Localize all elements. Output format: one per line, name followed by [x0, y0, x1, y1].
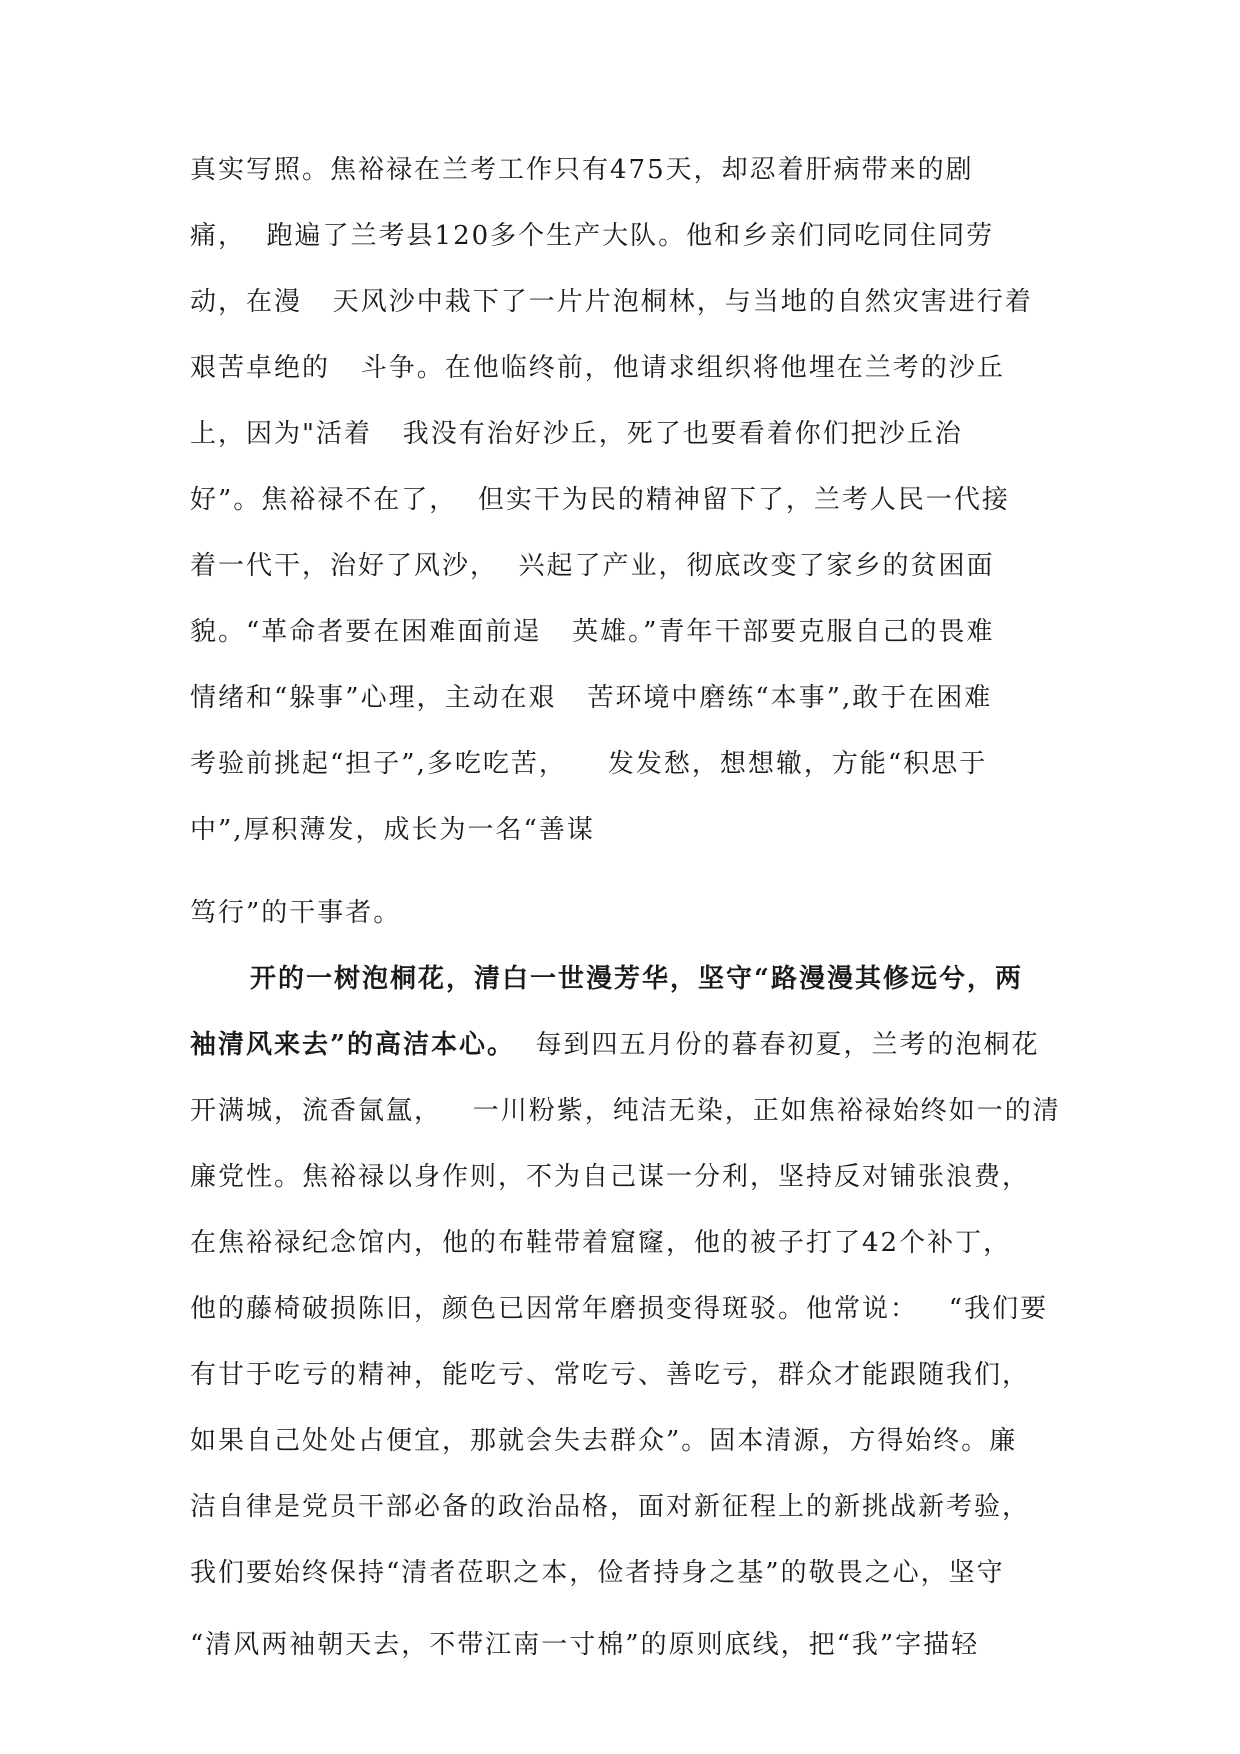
text-line: 真实写照。焦裕禄在兰考工作只有475天，却忍着肝病带来的剧	[190, 155, 974, 185]
text-line: “清风两袖朝天去，不带江南一寸棉”的原则底线，把“我”字描轻	[190, 1630, 980, 1660]
text-line: 有甘于吃亏的精神，能吃亏、常吃亏、善吃亏，群众才能跟随我们，	[190, 1360, 1031, 1390]
text-line: 开满城，流香氤氲， 一川粉紫，纯洁无染，正如焦裕禄始终如一的清	[190, 1096, 1061, 1126]
text-line: 好”。焦裕禄不在了， 但实干为民的精神留下了，兰考人民一代接	[190, 485, 1010, 515]
paragraph-heading-line: 开的一树泡桐花，清白一世漫芳华，坚守“路漫漫其修远兮，两	[250, 964, 1023, 994]
text-line: 他的藤椅破损陈旧，颜色已因常年磨损变得斑驳。他常说： “我们要	[190, 1294, 1049, 1324]
text-line: 笃行”的干事者。	[190, 898, 402, 928]
text-line: 考验前挑起“担子”,多吃吃苦， 发发愁，想想辙，方能“积思于	[190, 749, 988, 779]
text-line: 着一代干，治好了风沙， 兴起了产业，彻底改变了家乡的贫困面	[190, 551, 995, 581]
text-line: 貌。“革命者要在困难面前逞 英雄。”青年干部要克服自己的畏难	[190, 617, 995, 647]
text-line: 艰苦卓绝的 斗争。在他临终前，他请求组织将他埋在兰考的沙丘	[190, 353, 1005, 383]
text-line: 我们要始终保持“清者莅职之本，俭者持身之基”的敬畏之心，坚守	[190, 1558, 1005, 1588]
paragraph-text-start: 每到四五月份的暮春初夏，兰考的泡桐花	[514, 1030, 1040, 1060]
paragraph-heading-end: 袖清风来去”的高洁本心。	[190, 1030, 515, 1060]
text-line: 动，在漫 天风沙中栽下了一片片泡桐林，与当地的自然灾害进行着	[190, 287, 1033, 317]
text-line: 痛， 跑遍了兰考县120多个生产大队。他和乡亲们同吃同住同劳	[190, 221, 995, 251]
text-line: 廉党性。焦裕禄以身作则，不为自己谋一分利，坚持反对铺张浪费，	[190, 1162, 1031, 1192]
text-line: 情绪和“躲事”心理，主动在艰 苦环境中磨练“本事”,敢于在困难	[190, 683, 993, 713]
paragraph-heading-line-mixed	[190, 1027, 1040, 1063]
text-line: 在焦裕禄纪念馆内，他的布鞋带着窟窿，他的被子打了42个补丁，	[190, 1228, 1012, 1258]
text-line: 洁自律是党员干部必备的政治品格，面对新征程上的新挑战新考验，	[190, 1492, 1031, 1522]
text-line: 上，因为"活着 我没有治好沙丘，死了也要看着你们把沙丘治	[190, 419, 963, 449]
text-line: 如果自己处处占便宜，那就会失去群众”。固本清源，方得始终。廉	[190, 1426, 1018, 1456]
text-line: 中”,厚积薄发，成长为一名“善谋	[190, 815, 595, 845]
